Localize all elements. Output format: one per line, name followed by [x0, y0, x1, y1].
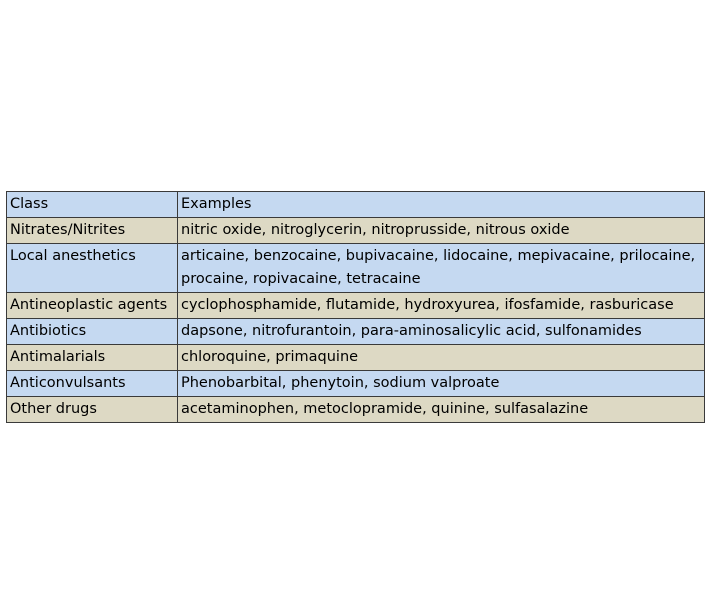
examples-cell: Phenobarbital, phenytoin, sodium valproate: [178, 371, 705, 397]
table-row: [7, 218, 705, 244]
examples-line: procaine, ropivacaine, tetracaine: [181, 271, 421, 287]
examples-cell: dapsone, nitrofurantoin, para-aminosalicylic acid, sulfonamides: [178, 319, 705, 345]
examples-line: articaine, benzocaine, bupivacaine, lidocaine, mepivacaine, prilocaine,: [181, 248, 696, 264]
class-cell: Anticonvulsants: [7, 371, 178, 397]
table-row: [7, 397, 705, 423]
header-class: Class: [7, 192, 178, 218]
table-header-row: [7, 192, 705, 218]
class-cell: Antibiotics: [7, 319, 178, 345]
examples-cell: nitric oxide, nitroglycerin, nitroprusside, nitrous oxide: [178, 218, 705, 244]
header-examples: Examples: [178, 192, 705, 218]
drug-class-table: [6, 191, 705, 423]
class-cell: Local anesthetics: [7, 244, 178, 293]
examples-cell: chloroquine, primaquine: [178, 345, 705, 371]
examples-cell: acetaminophen, metoclopramide, quinine, sulfasalazine: [178, 397, 705, 423]
examples-cell: [178, 244, 705, 293]
table-row: [7, 319, 705, 345]
class-cell: Other drugs: [7, 397, 178, 423]
class-cell: Nitrates/Nitrites: [7, 218, 178, 244]
table-row: [7, 293, 705, 319]
examples-cell: cyclophosphamide, flutamide, hydroxyurea, ifosfamide, rasburicase: [178, 293, 705, 319]
table-row: [7, 371, 705, 397]
class-cell: Antineoplastic agents: [7, 293, 178, 319]
class-cell: Antimalarials: [7, 345, 178, 371]
table-row: [7, 244, 705, 293]
table-row: [7, 345, 705, 371]
